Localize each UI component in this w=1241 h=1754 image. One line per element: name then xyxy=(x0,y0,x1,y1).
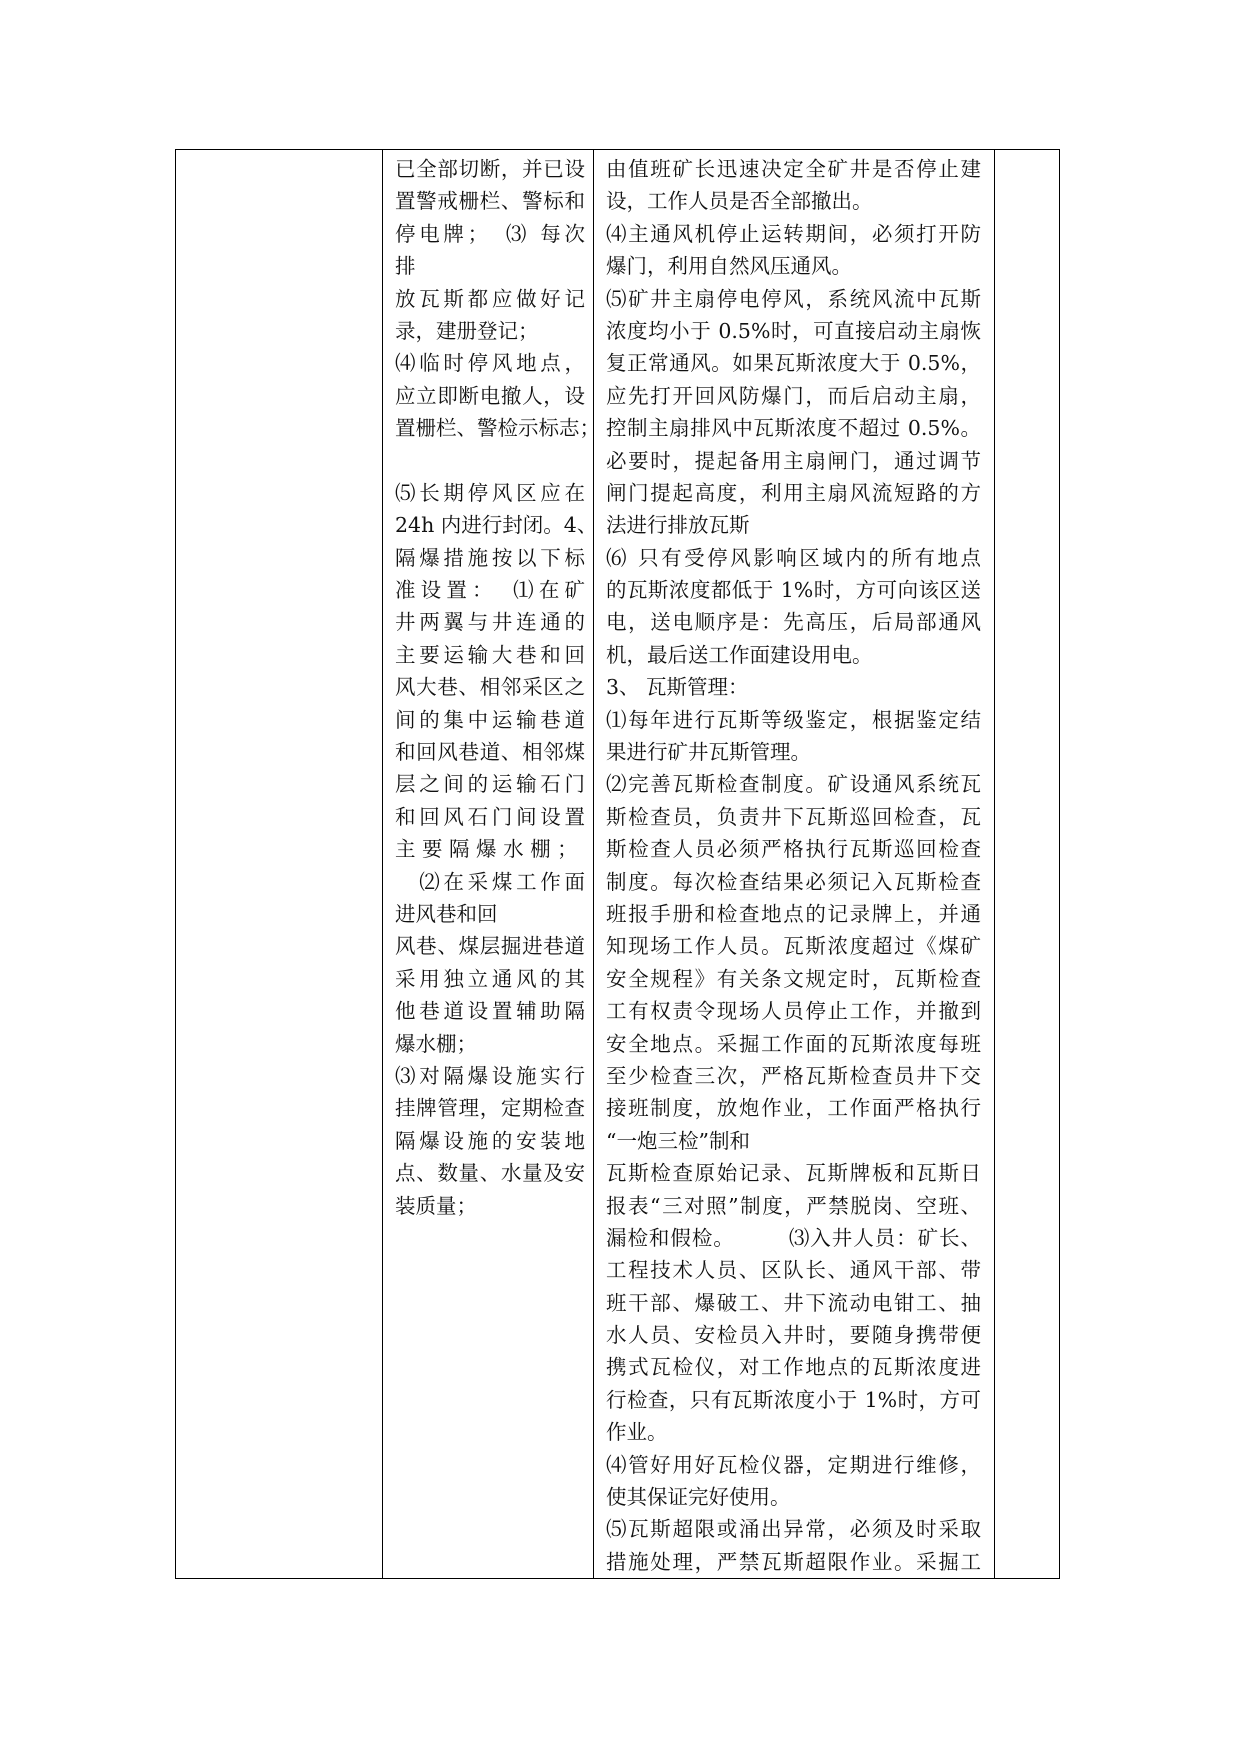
text-line: 他巷道设置辅助隔 xyxy=(395,999,585,1024)
text-line: 安全地点。采掘工作面的瓦斯浓度每班 xyxy=(606,1031,981,1056)
text-line: 置栅栏、警检示标志； xyxy=(395,416,600,441)
text-line: 应立即断电撤人，设 xyxy=(395,383,585,408)
content-table xyxy=(175,149,1060,1579)
text-line: 斯检查人员必须严格执行瓦斯巡回检查 xyxy=(606,837,981,862)
text-line: 准设置： ⑴在矿 xyxy=(395,578,585,603)
text-line: 井两翼与井连通的 xyxy=(395,610,585,635)
text-line: 必要时，提起备用主扇闸门，通过调节 xyxy=(606,448,981,473)
text-line: 携式瓦检仪，对工作地点的瓦斯浓度进 xyxy=(606,1355,981,1380)
text-line: ⑴每年进行瓦斯等级鉴定，根据鉴定结 xyxy=(606,707,981,732)
text-line: 隔爆措施按以下标 xyxy=(395,545,585,570)
table-row xyxy=(176,150,1060,1579)
text-line: 班干部、爆破工、井下流动电钳工、抽 xyxy=(606,1290,981,1315)
text-line: ⑸长期停风区应在 xyxy=(395,480,585,505)
text-line: 挂牌管理，定期检查 xyxy=(395,1096,585,1121)
text-line: 瓦斯检查原始记录、瓦斯牌板和瓦斯日 xyxy=(606,1161,981,1186)
text-line: ⑶对隔爆设施实行 xyxy=(395,1063,585,1088)
text-line: 隔爆设施的安装地 xyxy=(395,1128,585,1153)
text-line: 爆门，利用自然风压通风。 xyxy=(606,254,852,279)
text-line: 设，工作人员是否全部撤出。 xyxy=(606,189,873,214)
text-line: 接班制度，放炮作业，工作面严格执行 xyxy=(606,1096,981,1121)
text-line: 浓度均小于 0.5%时，可直接启动主扇恢 xyxy=(606,318,981,343)
text-line: 机，最后送工作面建设用电。 xyxy=(606,642,873,667)
text-line: 排 xyxy=(395,254,416,279)
text-line: 至少检查三次，严格瓦斯检查员井下交 xyxy=(606,1063,981,1088)
text-line: 间的集中运输巷道 xyxy=(395,707,585,732)
text-line: ⑸矿井主扇停电停风，系统风流中瓦斯 xyxy=(606,286,981,311)
text-line: 果进行矿井瓦斯管理。 xyxy=(606,740,811,765)
text-line: 知现场工作人员。瓦斯浓度超过《煤矿 xyxy=(606,934,981,959)
text-line: 漏检和假检。 ⑶入井人员：矿长、 xyxy=(606,1225,981,1250)
text-line: 工有权责令现场人员停止工作，并撤到 xyxy=(606,999,981,1024)
text-line: 措施处理，严禁瓦斯超限作业。采掘工 xyxy=(606,1549,981,1574)
table-cell-col1 xyxy=(176,150,383,1579)
text-line: 放瓦斯都应做好记 xyxy=(395,286,585,311)
text-line: 层之间的运输石门 xyxy=(395,772,585,797)
table-cell-col3 xyxy=(594,150,995,1579)
table-cell-col2 xyxy=(383,150,600,1579)
text-line: 控制主扇排风中瓦斯浓度不超过 0.5%。 xyxy=(606,416,981,441)
text-line: ⑵完善瓦斯检查制度。矿设通风系统瓦 xyxy=(606,772,981,797)
text-line: 班报手册和检查地点的记录牌上，并通 xyxy=(606,901,981,926)
text-line xyxy=(395,445,585,477)
text-line: 主 要 隔 爆 水 棚 ； xyxy=(395,837,578,862)
text-line: 录，建册登记； xyxy=(395,318,539,343)
text-line: 斯检查员，负责井下瓦斯巡回检查，瓦 xyxy=(606,804,981,829)
text-line: 安全规程》有关条文规定时，瓦斯检查 xyxy=(606,966,981,991)
text-line: 报表“三对照”制度，严禁脱岗、空班、 xyxy=(606,1193,981,1218)
text-line: “一炮三检”制和 xyxy=(606,1128,750,1153)
text-line: 复正常通风。如果瓦斯浓度大于 0.5%， xyxy=(606,351,981,376)
text-line: 工程技术人员、区队长、通风干部、带 xyxy=(606,1258,981,1283)
text-line: ⑸瓦斯超限或涌出异常，必须及时采取 xyxy=(606,1517,981,1542)
text-line: ⑹ 只有受停风影响区域内的所有地点 xyxy=(606,545,981,570)
text-line: ⑵在采煤工作面 xyxy=(395,869,585,894)
text-line: 作业。 xyxy=(606,1420,668,1445)
text-line: 点、数量、水量及安 xyxy=(395,1161,585,1186)
text-line: 使其保证完好使用。 xyxy=(606,1485,791,1510)
text-line: ⑷管好用好瓦检仪器，定期进行维修， xyxy=(606,1452,981,1477)
text-line: 法进行排放瓦斯 xyxy=(606,513,750,538)
text-line: 电，送电顺序是：先高压，后局部通风 xyxy=(606,610,981,635)
col3-text-block xyxy=(594,150,994,1578)
text-line: 3、 瓦斯管理： xyxy=(606,675,749,700)
text-line: 进风巷和回 xyxy=(395,901,498,926)
text-line: 的瓦斯浓度都低于 1%时，方可向该区送 xyxy=(606,578,981,603)
text-line: ⑷主通风机停止运转期间，必须打开防 xyxy=(606,221,981,246)
text-line: 和回风石门间设置 xyxy=(395,804,585,829)
text-line: 主要运输大巷和回 xyxy=(395,642,585,667)
text-line: 爆水棚； xyxy=(395,1031,477,1056)
text-line: 停电牌； ⑶ 每次 xyxy=(395,221,585,246)
text-line: 已全部切断，并已设 xyxy=(395,157,585,181)
text-line: 闸门提起高度，利用主扇风流短路的方 xyxy=(606,480,981,505)
text-line: 24h 内进行封闭。4、 xyxy=(395,513,598,538)
col2-text-block xyxy=(383,150,600,1222)
table-cell-col4 xyxy=(995,150,1060,1579)
text-line: 风大巷、相邻采区之 xyxy=(395,675,585,700)
text-line: 行检查，只有瓦斯浓度小于 1%时，方可 xyxy=(606,1387,981,1412)
text-line: 采用独立通风的其 xyxy=(395,966,585,991)
text-line: 水人员、安检员入井时，要随身携带便 xyxy=(606,1323,981,1348)
text-line: 和回风巷道、相邻煤 xyxy=(395,740,585,765)
text-line: 应先打开回风防爆门，而后启动主扇， xyxy=(606,383,981,408)
text-line: ⑷临时停风地点， xyxy=(395,351,585,376)
text-line: 装质量； xyxy=(395,1193,477,1218)
text-line: 由值班矿长迅速决定全矿井是否停止建 xyxy=(606,157,981,181)
text-line: 风巷、煤层掘进巷道 xyxy=(395,934,585,959)
text-line: 制度。每次检查结果必须记入瓦斯检查 xyxy=(606,869,981,894)
text-line: 置警戒栅栏、警标和 xyxy=(395,189,585,214)
